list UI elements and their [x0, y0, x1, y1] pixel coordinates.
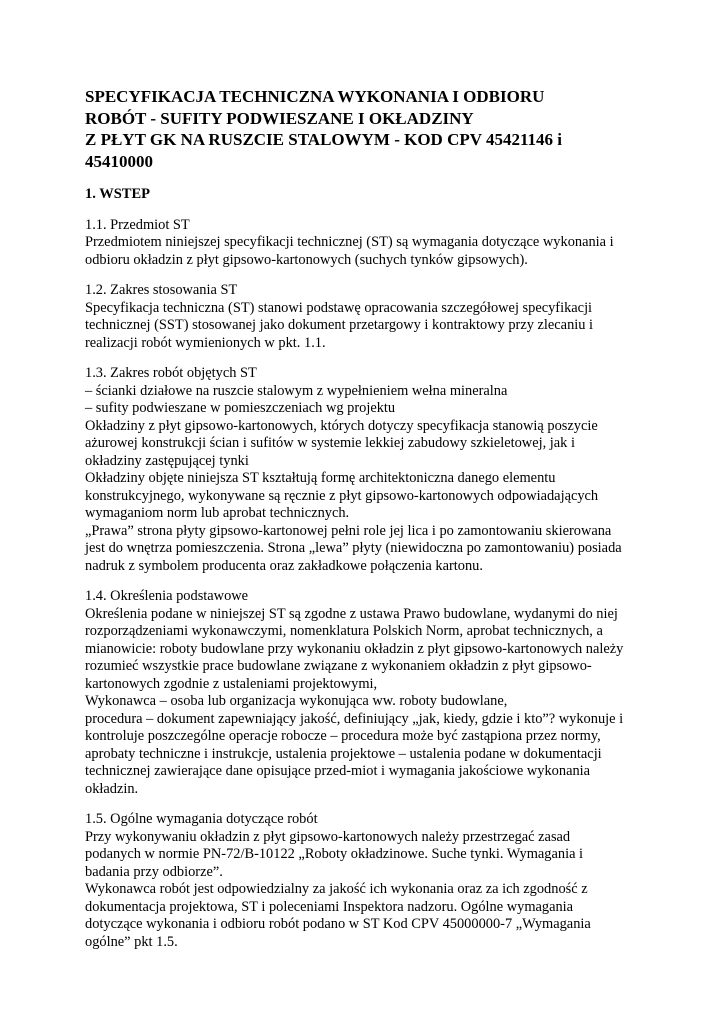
document-content [85, 86, 651, 964]
text-line: odbioru okładzin z płyt gipsowo-kartonowych (suchych tynków gipsowych). [85, 251, 528, 268]
document-title [85, 86, 651, 172]
text-line: jest do wnętrza pomieszczenia. Strona „lewa” płyty (niewidoczna po zamontowaniu) posiada [85, 540, 622, 556]
text-line: Okładziny objęte niniejsza ST kształtują formę architektoniczna danego elementu [85, 470, 556, 486]
text-line: procedura – dokument zapewniający jakość, definiujący „jak, kiedy, gdzie i kto”? wykonuje i [85, 710, 624, 727]
text-line: dokumentacja projektowa, ST i poleceniami Inspektora nadzoru. Ogólne wymagania [85, 898, 574, 915]
text-line: Z PŁYT GK NA RUSZCIE STALOWYM - KOD CPV 45421146 i [85, 130, 563, 149]
text-line: konstrukcyjnego, wykonywane są ręcznie z płyt gipsowo-kartonowych odpowiadających [85, 487, 599, 504]
text-line: 1.1. Przedmiot ST [85, 216, 190, 233]
text-line: Przy wykonywaniu okładzin z płyt gipsowo-kartonowych należy przestrzegać zasad [85, 828, 571, 845]
text-line: okładziny zastępującej tynki [85, 452, 249, 469]
text-line: Wykonawca – osoba lub organizacja wykonująca ww. roboty budowlane, [85, 693, 508, 709]
paragraph-ogolne-wymagania [85, 811, 651, 951]
text-line: Okładziny z płyt gipsowo-kartonowych, których dotyczy specyfikacja stanowią poszycie [85, 417, 598, 434]
text-line: 1.2. Zakres stosowania ST [85, 282, 238, 298]
text-line: SPECYFIKACJA TECHNICZNA WYKONANIA I ODBIORU [85, 87, 545, 106]
text-line: – sufity podwieszane w pomieszczeniach wg projektu [85, 400, 396, 416]
text-line: rozumieć wszystkie prace budowlane związane z wykonaniem okładzin z płyt gipsowo- [85, 658, 592, 674]
paragraph-zakres-stosowania-st [85, 282, 651, 352]
text-line: „Prawa” strona płyty gipsowo-kartonowej pełni role jej lica i po zamontowaniu skierowana [85, 522, 612, 539]
text-line: 1.5. Ogólne wymagania dotyczące robót [85, 811, 318, 827]
text-line: okładzin. [85, 780, 139, 797]
text-line: badania przy odbiorze”. [85, 863, 223, 880]
text-line: Przedmiotem niniejszej specyfikacji technicznej (ST) są wymagania dotyczące wykonania i [85, 234, 614, 250]
text-line: aprobaty techniczne i instrukcje, ustalenia projektowe – ustalenia podane w dokumentacji [85, 745, 602, 762]
paragraph-okreslenia-podstawowe [85, 588, 651, 798]
text-line: Określenia podane w niniejszej ST są zgodne z ustawa Prawo budowlane, wydanymi do niej [85, 605, 618, 622]
text-line: 1.3. Zakres robót objętych ST [85, 365, 257, 381]
paragraph-przedmiot-st [85, 217, 651, 270]
section-heading-wstep: 1. WSTEP [85, 186, 151, 202]
text-line: technicznej zawierające dane opisujące przed-miot i wymagania jakościowe wykonania [85, 763, 591, 779]
text-line: rozporządzeniami wykonawczymi, nomenklatura Polskich Norm, aprobat technicznych, a [85, 623, 603, 639]
text-line: dotyczące wykonania i odbioru robót podano w ST Kod CPV 45000000-7 „Wymagania [85, 916, 591, 932]
text-line: 45410000 [85, 151, 153, 171]
text-line: technicznej (SST) stosowanej jako dokument przetargowy i kontraktowy przy zlecaniu i [85, 317, 594, 333]
text-line: wymaganiom norm lub aprobat technicznych. [85, 505, 350, 521]
text-line: ROBÓT - SUFITY PODWIESZANE I OKŁADZINY [85, 108, 474, 128]
text-line: realizacji robót wymienionych w pkt. 1.1. [85, 334, 326, 351]
text-line: Wykonawca robót jest odpowiedzialny za jakość ich wykonania oraz za ich zgodność z [85, 881, 588, 897]
text-line: nadruk z symbolem producenta oraz zakładkowe połączenia kartonu. [85, 557, 483, 574]
text-line: 1.4. Określenia podstawowe [85, 588, 249, 604]
paragraph-zakres-robot-objetych-st [85, 365, 651, 575]
text-line: ażurowej konstrukcji ścian i sufitów w systemie lekkiej zabudowy szkieletowej, jak i [85, 435, 575, 451]
text-line: podanych w normie PN-72/B-10122 „Roboty okładzinowe. Suche tynki. Wymagania i [85, 846, 584, 862]
text-line: mianowicie: roboty budowlane przy wykonaniu okładzin z płyt gipsowo-kartonowych należy [85, 640, 624, 657]
text-line: – ścianki działowe na ruszcie stalowym z wypełnieniem wełna mineralna [85, 382, 508, 399]
text-line: Specyfikacja techniczna (ST) stanowi podstawę opracowania szczegółowej specyfikacji [85, 299, 593, 316]
text-line: kontroluje poszczególne operacje robocze – procedura może być zastąpiona przez normy, [85, 728, 601, 744]
text-line: kartonowych zgodnie z ustaleniami projektowymi, [85, 675, 378, 692]
text-line: ogólne” pkt 1.5. [85, 933, 178, 950]
